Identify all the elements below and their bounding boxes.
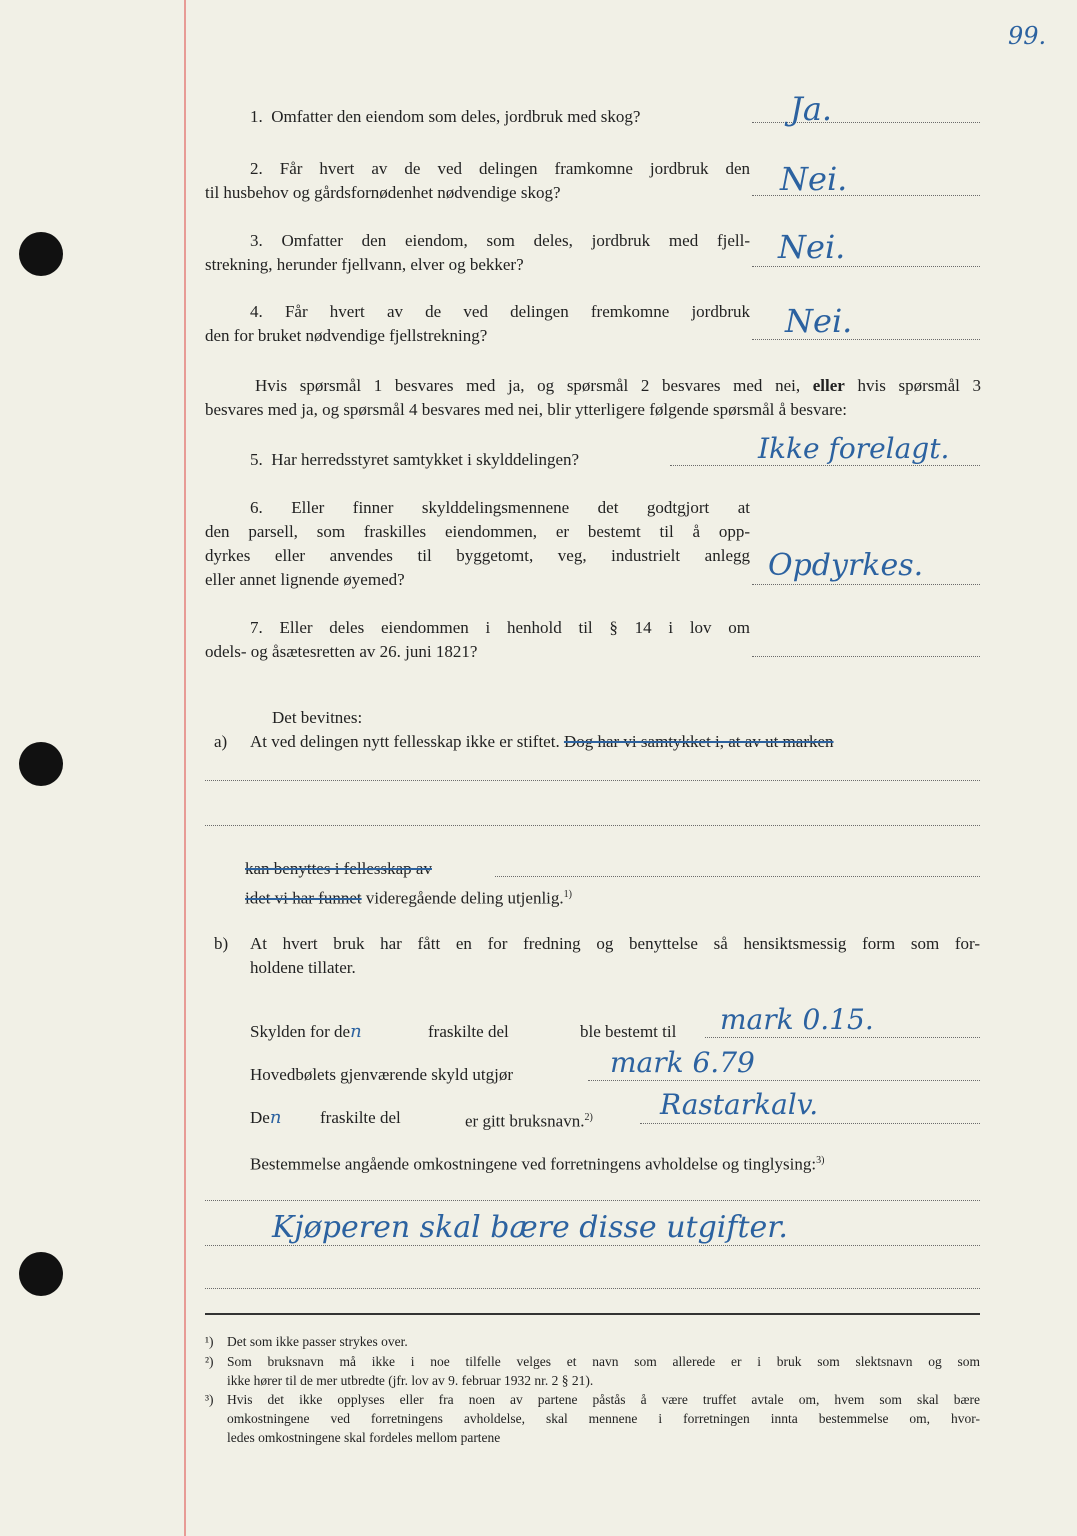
skyld-row-1-del: fraskilte del xyxy=(428,1022,509,1041)
answer-line xyxy=(752,584,980,585)
margin-rule xyxy=(184,0,186,1536)
answer-line xyxy=(752,122,980,123)
footnote-divider xyxy=(205,1313,980,1315)
blank-line xyxy=(205,1288,980,1289)
skyld-row-3-del: fraskilte del xyxy=(320,1108,401,1127)
skyld-row-3: Den xyxy=(250,1107,282,1128)
answer-line xyxy=(670,465,980,466)
answer-bruksnavn: Rastarkalv. xyxy=(660,1088,819,1121)
blank-line xyxy=(205,1200,980,1201)
answer-costs: Kjøperen skal bære disse utgifter. xyxy=(272,1210,788,1245)
skyld-row-1-bestemt: ble bestemt til xyxy=(580,1022,677,1041)
question-7: 7. Eller deles eiendommen i henhold til § 14 i lov om odels- og åsætesretten av 26. juni 1821? xyxy=(205,618,751,661)
condition-paragraph: Hvis spørsmål 1 besvares med ja, og spørsmål 2 besvares med nei, eller hvis spørsmål 3 besvares med ja, og spørsmål 4 besvares med nei, blir ytterligere følgende spørsmål å besvare: xyxy=(205,376,982,419)
answer-line xyxy=(752,656,980,657)
answer-6: Opdyrkes. xyxy=(768,548,924,583)
answer-1: Ja. xyxy=(790,90,833,128)
witness-b-label: b) xyxy=(214,934,229,953)
struck-line-3: idet vi har funnet videregående deling utjenlig.$^{1)}$ xyxy=(245,888,572,908)
blank-line xyxy=(495,876,980,877)
answer-4: Nei. xyxy=(785,302,853,340)
answer-2: Nei. xyxy=(780,160,848,198)
answer-hovedbol: mark 6.79 xyxy=(610,1046,755,1079)
punch-hole xyxy=(19,232,63,276)
struck-line-2: kan benyttes i fellesskap av xyxy=(245,859,432,878)
question-2: 2. Får hvert av de ved delingen framkomne jordbruk den til husbehov og gårdsfornødenhet nødvendige skog? xyxy=(205,159,751,202)
answer-skyld: mark 0.15. xyxy=(720,1003,874,1036)
struck-text: Dog har vi samtykket i, at av ut marken xyxy=(563,732,834,751)
footnote-2: ²) Som bruksnavn må ikke i noe tilfelle velges et navn som allerede er i bruk som slektsnavn og som ikke hører til de mer utbredte (jfr. lov av 9. februar 1932 nr. 2 § 21). xyxy=(205,1354,980,1388)
blank-line xyxy=(205,825,980,826)
question-text: Omfatter den eiendom som deles, jordbruk med skog? xyxy=(271,107,641,126)
question-3: 3. Omfatter den eiendom, som deles, jordbruk med fjell- strekning, herunder fjellvann, elver og bekker? xyxy=(205,231,751,274)
punch-hole xyxy=(19,742,63,786)
witness-a: At ved delingen nytt fellesskap ikke er stiftet. Dog har vi samtykket i, at av ut marken xyxy=(250,732,834,751)
blank-line xyxy=(205,780,980,781)
punch-hole xyxy=(19,1252,63,1296)
answer-line xyxy=(752,266,980,267)
skyld-row-1: Skylden for den xyxy=(250,1021,362,1042)
footnote-1: ¹) Det som ikke passer strykes over. xyxy=(205,1334,408,1349)
question-1 xyxy=(250,105,640,129)
blank-line xyxy=(205,1245,980,1246)
answer-3: Nei. xyxy=(778,228,846,266)
answer-line xyxy=(705,1037,980,1038)
answer-line xyxy=(640,1123,980,1124)
question-4: 4. Får hvert av de ved delingen fremkomne jordbruk den for bruket nødvendige fjellstrekning? xyxy=(205,302,751,345)
page-number: 99. xyxy=(1008,22,1047,50)
witness-a-label: a) xyxy=(214,732,228,751)
skyld-row-4: Bestemmelse angående omkostningene ved forretningens avholdelse og tinglysing:$^{3)}$ xyxy=(250,1154,825,1174)
question-5: 5. Har herredsstyret samtykket i skylddelingen? xyxy=(250,450,580,469)
footnote-3: ³) Hvis det ikke opplyses eller fra noen av partene påstås å være truffet avtale om, hvem som skal bære omkostningene ved forretningens avholdelse, skal mennene i forretningen innta bestemmelse om, hvor- ledes omkostningene skal fordeles mellom partene xyxy=(205,1392,980,1445)
answer-5: Ikke forelagt. xyxy=(758,432,950,465)
witness-heading: Det bevitnes: xyxy=(272,708,363,727)
skyld-row-2: Hovedbølets gjenværende skyld utgjør xyxy=(250,1065,513,1084)
question-number: 1. xyxy=(250,107,263,126)
question-6: 6. Eller finner skylddelingsmennene det godtgjort at den parsell, som fraskilles eiendommen, er bestemt til å opp- dyrkes eller anvendes til byggetomt, veg, industrielt anlegg eller annet lignende øyemed? xyxy=(205,498,750,589)
skyld-row-3-bruksnavn: er gitt bruksnavn.$^{2)}$ xyxy=(465,1111,593,1131)
witness-b: At hvert bruk har fått en for fredning og benyttelse så hensiktsmessig form som for- holdene tillater. xyxy=(250,934,980,977)
answer-line xyxy=(588,1080,980,1081)
